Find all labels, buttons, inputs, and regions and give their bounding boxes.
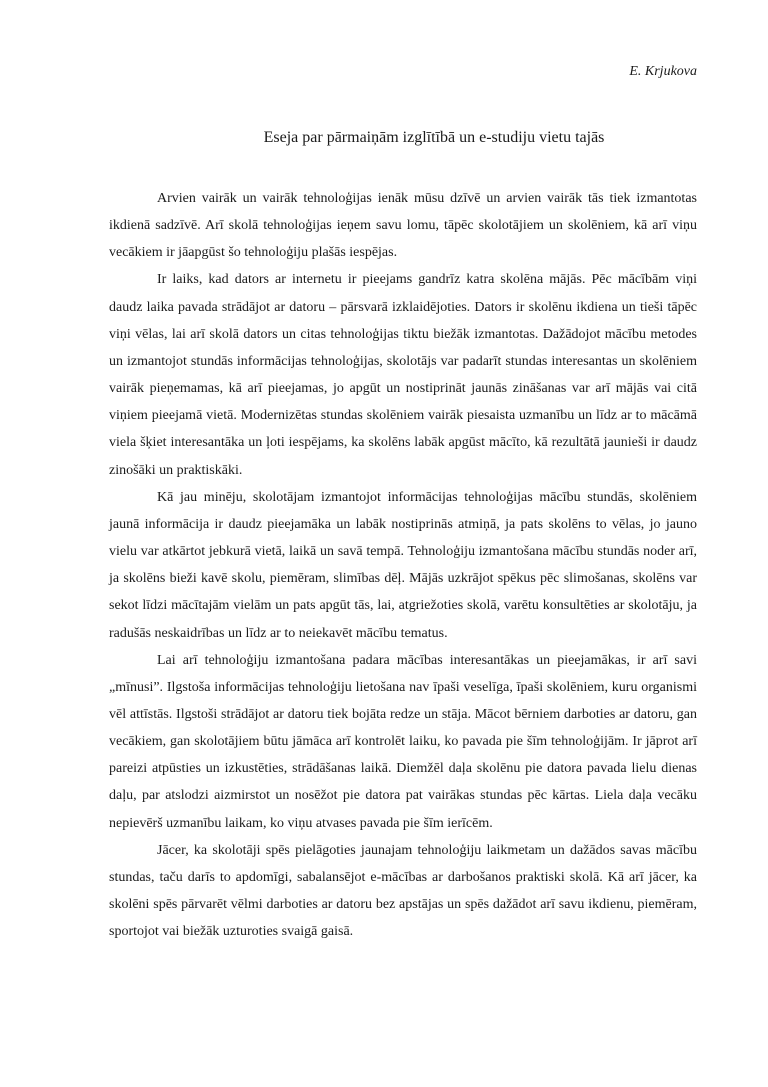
paragraph-4: Lai arī tehnoloģiju izmantošana padara mācības interesantākas un pieejamākas, ir arī savi „mīnusi”. Ilgstoša informācijas tehnoloģiju lietošana nav īpaši veselīga, īpaši skolēniem, kuru organismi vēl attīstās. Ilgstoši strādājot ar datoru tiek bojāta redze un stāja. Mācot bērniem darboties ar datoru, gan vecākiem, gan skolotājiem būtu jāmāca arī kontrolēt laiku, ko pavada pie šīm tehnoloģijām. Ir jāprot arī pareizi atpūsties un izkustēties, strādāšanas laikā. Diemžēl daļa skolēnu pie datora pavada lielu dienas daļu, par atslodzi aizmirstot un nosēžot pie datora pat vairākas stundas pēc kārtas. Liela daļa vecāku nepievērš uzmanību laikam, ko viņu atvases pavada pie šīm ierīcēm. — [109, 652, 697, 831]
essay-body — [109, 185, 697, 945]
paragraph-3: Kā jau minēju, skolotājam izmantojot informācijas tehnoloģijas mācību stundās, skolēniem jaunā informācija ir daudz pieejamāka un labāk nostiprinās atmiņā, ja pats skolēns to vēlas, jo jauno vielu var atkārtot jebkurā vietā, laikā un savā tempā. Tehnoloģiju izmantošana mācību stundās noder arī, ja skolēns bieži kavē skolu, piemēram, slimības dēļ. Mājās uzkrājot spēkus pēc slimošanas, skolēns var sekot līdzi mācītajām vielām un pats apgūt tās, lai, atgriežoties skolā, varētu konsultēties ar skolotāju, ja radušās neskaidrības un līdz ar to neiekavēt mācību tematus. — [109, 489, 697, 641]
author-name: E. Krjukova — [629, 64, 697, 79]
paragraph-1: Arvien vairāk un vairāk tehnoloģijas ienāk mūsu dzīvē un arvien vairāk tās tiek izmantotas ikdienā sadzīvē. Arī skolā tehnoloģijas ieņem savu lomu, tāpēc skolotājiem un skolēniem, kā arī viņu vecākiem ir jāapgūst šo tehnoloģiju plašās iespējas. — [109, 191, 697, 261]
paragraph-2: Ir laiks, kad dators ar internetu ir pieejams gandrīz katra skolēna mājās. Pēc mācībām viņi daudz laika pavada strādājot ar datoru – pārsvarā izklaidējoties. Dators ir skolēnu ikdiena un tieši tāpēc viņi vēlas, lai arī skolā dators un citas tehnoloģijas tiktu biežāk izmantotas. Dažādojot mācību metodes un izmantojot stundās informācijas tehnoloģijas, skolotājs var padarīt stundas interesantas un skolēniem vairāk pieņemamas, kā arī pieejamas, jo apgūt un nostiprināt jaunās zināšanas var arī mājās vai citā viņiem pieejamā vietā. Modernizētas stundas skolēniem vairāk piesaista uzmanību un līdz ar to mācāmā viela šķiet interesantāka un ļoti iespējams, ka skolēns labāk apgūst mācīto, kā rezultātā jaunieši ir daudz zinošāki un praktiskāki. — [109, 272, 697, 478]
paragraph-5: Jācer, ka skolotāji spēs pielāgoties jaunajam tehnoloģiju laikmetam un dažādos savas mācību stundas, taču darīs to apdomīgi, sabalansējot e-mācības ar darbošanos praktiski skolā. Kā arī jācer, ka skolēni spēs pārvarēt vēlmi darboties ar datoru bez apstājas un spēs dažādot arī savu ikdienu, piemēram, sportojot vai biežāk uzturoties svaigā gaisā. — [109, 842, 697, 940]
essay-title: Eseja par pārmaiņām izglītībā un e-studiju vietu tajās — [263, 129, 605, 146]
